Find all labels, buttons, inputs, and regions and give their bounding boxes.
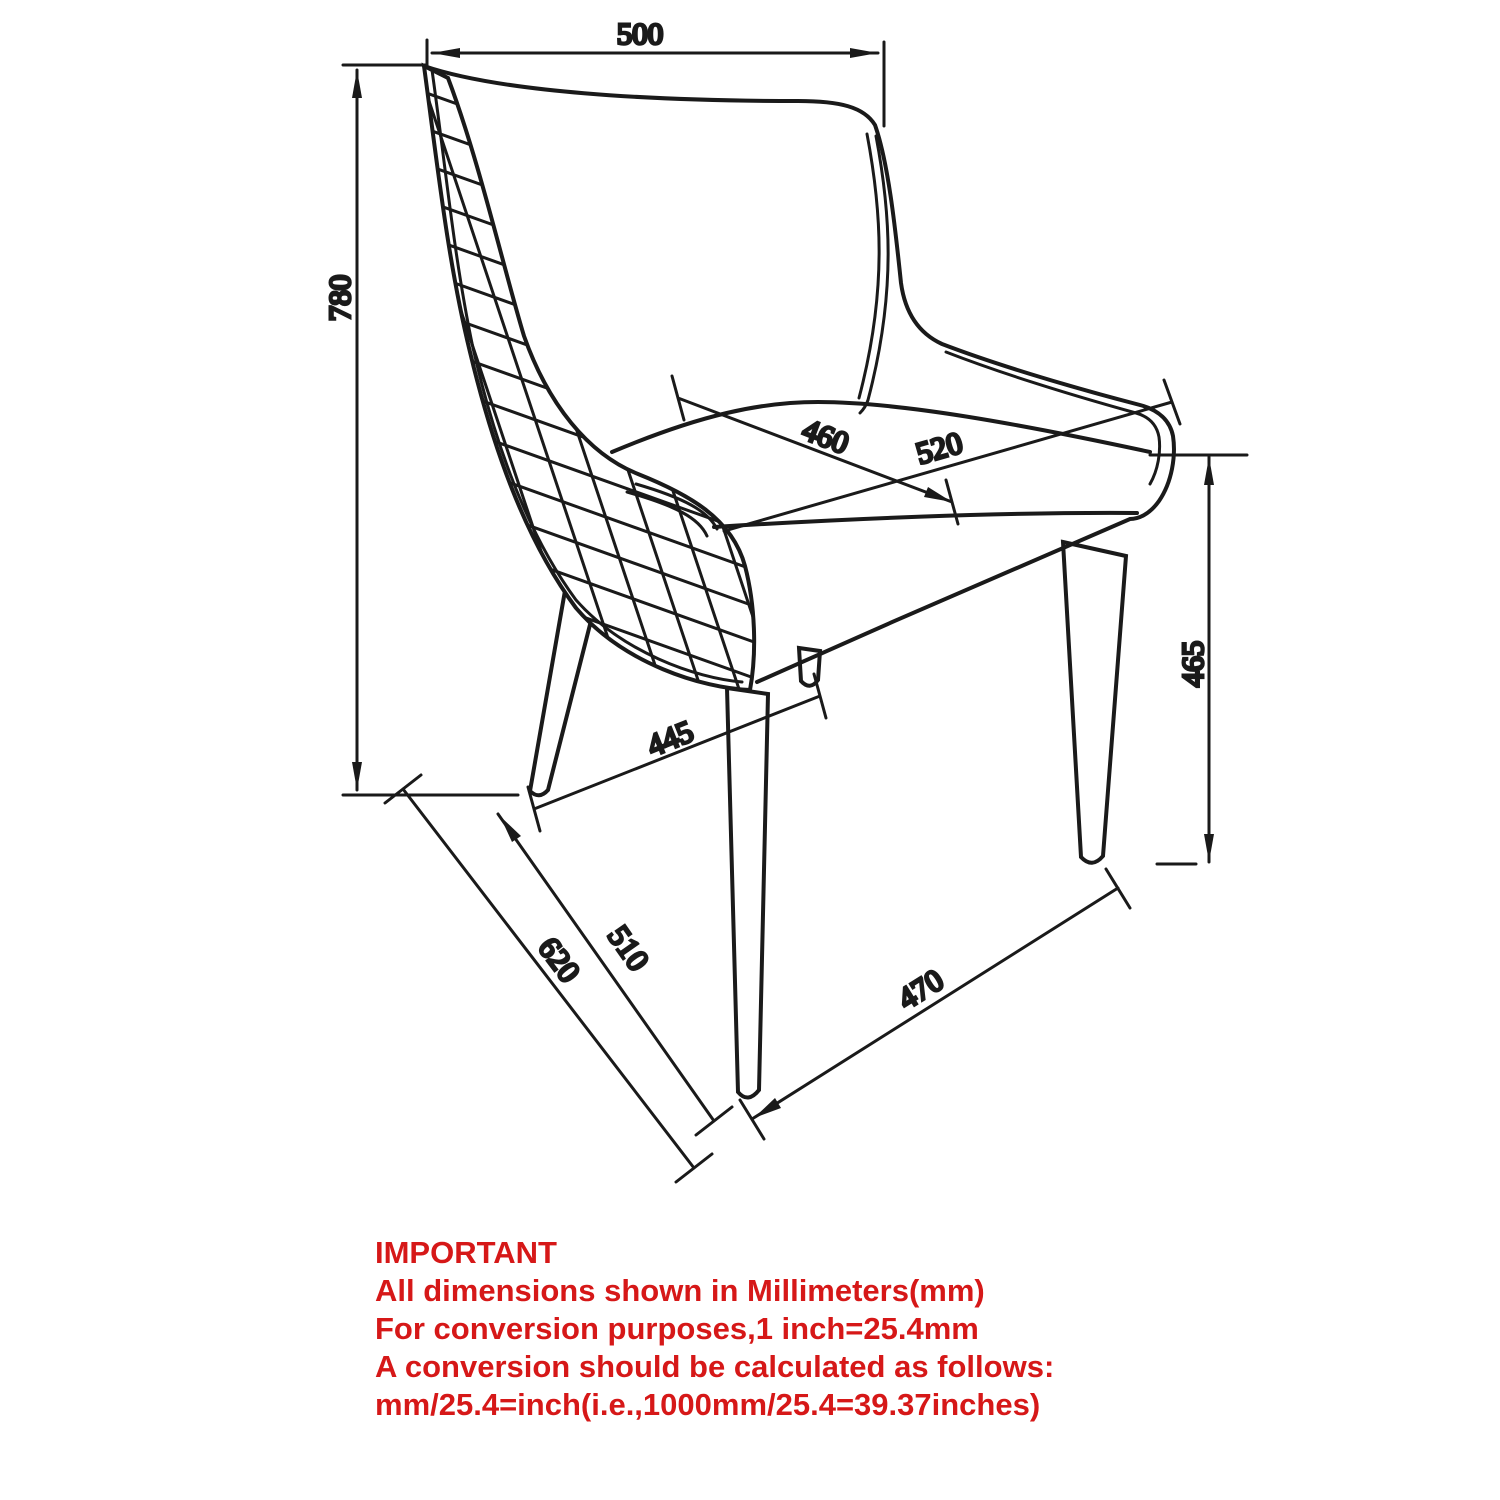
seat-rear-edge [612, 402, 1150, 452]
dimension-label-510: 510 [600, 918, 657, 978]
dimension-base-depth-outer [385, 775, 712, 1182]
important-note [375, 1234, 1054, 1424]
important-note-line: mm/25.4=inch(i.e.,1000mm/25.4=39.37inches) [375, 1387, 1041, 1422]
important-note-line: For conversion purposes,1 inch=25.4mm [375, 1311, 979, 1346]
dimension-overall-height [322, 65, 518, 795]
piping-details [627, 134, 1160, 536]
dimension-label-780: 780 [322, 274, 357, 322]
dimension-label-465: 465 [1175, 640, 1210, 688]
dimension-label-620: 620 [531, 930, 588, 989]
dimension-seat-height [1150, 455, 1247, 864]
dimension-label-470: 470 [891, 961, 950, 1017]
important-note-line: A conversion should be calculated as follows: [375, 1349, 1055, 1384]
dimension-label-520: 520 [911, 424, 967, 472]
dimension-base-depth-inner [498, 814, 732, 1135]
dimension-label-445: 445 [641, 713, 699, 764]
dimension-label-460: 460 [797, 411, 854, 461]
front-right-leg [1063, 542, 1126, 863]
front-left-leg [727, 688, 768, 1098]
dimension-back-width [427, 16, 884, 126]
dimension-label-500: 500 [616, 16, 664, 51]
important-note-heading: IMPORTANT [375, 1235, 557, 1270]
important-note-line: All dimensions shown in Millimeters(mm) [375, 1273, 985, 1308]
dimension-front-base-width [740, 869, 1130, 1139]
